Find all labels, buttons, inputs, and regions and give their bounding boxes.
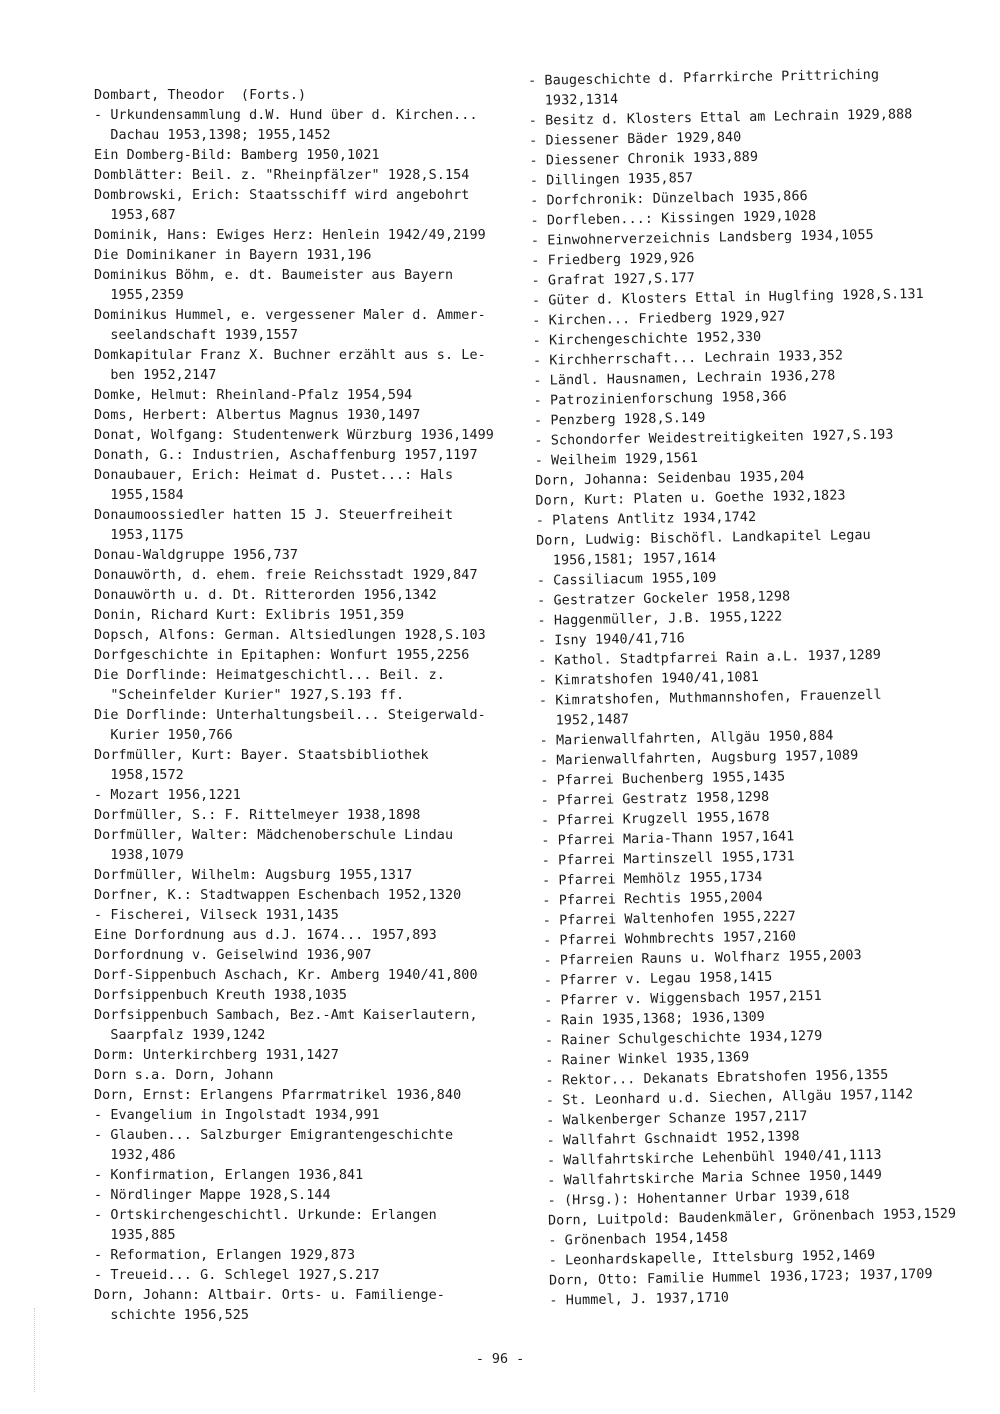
index-entry: - Fischerei, Vilseck 1931,1435 — [94, 908, 339, 923]
index-entry: - Baugeschichte d. Pfarrkirche Prittriching — [528, 67, 880, 89]
index-entry: Die Dominikaner in Bayern 1931,196 — [94, 248, 372, 263]
index-entry: - Evangelium in Ingolstadt 1934,991 — [94, 1108, 380, 1123]
index-entry: 1955,2359 — [94, 288, 184, 303]
index-entry: - Nördlinger Mappe 1928,S.144 — [94, 1188, 331, 1203]
index-entry: - Diessener Chronik 1933,889 — [529, 149, 759, 169]
index-entry: Dorn, Otto: Familie Hummel 1936,1723; 1937,1709 — [548, 1266, 933, 1289]
index-entry: Dorfgeschichte in Epitaphen: Wonfurt 1955,2256 — [94, 648, 470, 663]
index-entry: Donaumoossiedler hatten 15 J. Steuerfreiheit — [94, 508, 454, 523]
index-entry: - Besitz d. Klosters Ettal am Lechrain 1929,888 — [528, 107, 913, 129]
index-entry: - Grafrat 1927,S.177 — [531, 270, 696, 289]
index-entry: Donauwörth u. d. Dt. Ritterorden 1956,1342 — [94, 588, 437, 603]
index-entry: Dorfordnung v. Geiselwind 1936,907 — [94, 948, 372, 963]
index-entry: - Kimratshofen 1940/41,1081 — [538, 669, 760, 689]
index-entry: Doms, Herbert: Albertus Magnus 1930,1497 — [94, 408, 421, 423]
left-index-column — [94, 86, 514, 1326]
index-entry: - Konfirmation, Erlangen 1936,841 — [94, 1168, 364, 1183]
index-entry: - Pfarrei Gestratz 1958,1298 — [540, 789, 770, 809]
index-entry: Dorfmüller, Kurt: Bayer. Staatsbibliothek — [94, 748, 429, 763]
index-entry: Dorn, Ludwig: Bischöfl. Landkapitel Legau — [536, 527, 871, 549]
index-entry: - Haggenmüller, J.B. 1955,1222 — [537, 609, 783, 629]
index-entry: Dominikus Hummel, e. vergessener Maler d. Ammer- — [94, 308, 486, 323]
index-entry: 1953,1175 — [94, 528, 184, 543]
index-entry: - Güter d. Klosters Ettal in Huglfing 1928,S.131 — [531, 286, 924, 309]
index-entry: Donat, Wolfgang: Studentenwerk Würzburg 1936,1499 — [94, 428, 494, 443]
index-entry: Donath, G.: Industrien, Aschaffenburg 1957,1197 — [94, 448, 478, 463]
index-entry: - Weilheim 1929,1561 — [534, 450, 699, 469]
index-entry: 1932,486 — [94, 1148, 176, 1163]
index-entry: - Rain 1935,1368; 1936,1309 — [544, 1009, 766, 1029]
margin-scan-artifact — [34, 1308, 37, 1392]
index-entry: - Wallfahrtskirche Lehenbühl 1940/41,1113 — [546, 1147, 882, 1169]
index-entry: Kurier 1950,766 — [94, 728, 233, 743]
index-entry: 1956,1581; 1957,1614 — [536, 550, 717, 569]
index-entry: ben 1952,2147 — [94, 368, 217, 383]
index-entry: - Isny 1940/41,716 — [537, 631, 685, 649]
index-entry: Donauwörth, d. ehem. freie Reichsstadt 1929,847 — [94, 568, 478, 583]
index-entry: - Reformation, Erlangen 1929,873 — [94, 1248, 356, 1263]
index-entry: Ein Domberg-Bild: Bamberg 1950,1021 — [94, 148, 380, 163]
index-entry: - Grönenbach 1954,1458 — [548, 1230, 729, 1249]
index-entry: - Dorfchronik: Dünzelbach 1935,866 — [530, 188, 808, 209]
index-entry: - Pfarrei Maria-Thann 1957,1641 — [541, 829, 795, 849]
index-entry: - Rainer Schulgeschichte 1934,1279 — [544, 1028, 823, 1049]
index-entry: - Kirchengeschichte 1952,330 — [532, 329, 762, 349]
index-entry: - Pfarrer v. Wiggensbach 1957,2151 — [544, 988, 822, 1009]
index-entry: - Schondorfer Weidestreitigkeiten 1927,S.193 — [534, 427, 894, 449]
index-entry: - Kirchherrschaft... Lechrain 1933,352 — [532, 348, 844, 369]
index-entry: Donaubauer, Erich: Heimat d. Pustet...: Hals — [94, 468, 454, 483]
index-entry: Dorfmüller, S.: F. Rittelmeyer 1938,1898 — [94, 808, 421, 823]
index-entry: - Gestratzer Gockeler 1958,1298 — [537, 589, 791, 609]
index-entry: - Friedberg 1929,926 — [531, 250, 695, 269]
index-entry: - Pfarreien Rauns u. Wolfharz 1955,2003 — [543, 948, 862, 969]
index-entry: - Penzberg 1928,S.149 — [533, 410, 706, 429]
index-entry: - Glauben... Salzburger Emigrantengeschichte — [94, 1128, 454, 1143]
index-entry: - Hummel, J. 1937,1710 — [549, 1290, 730, 1309]
index-entry: - Leonhardskapelle, Ittelsburg 1952,1469 — [548, 1247, 876, 1269]
index-entry: - Dillingen 1935,857 — [529, 170, 694, 189]
index-entry: - Patrozinienforschung 1958,366 — [533, 389, 787, 409]
index-entry: - Pfarrer v. Legau 1958,1415 — [543, 969, 773, 989]
index-entry: 1935,885 — [94, 1228, 176, 1243]
index-entry: Dorn, Johann: Altbair. Orts- u. Familienge- — [94, 1288, 445, 1303]
index-entry: - Rektor... Dekanats Ebratshofen 1956,1355 — [545, 1067, 889, 1089]
index-entry: - Pfarrei Wohmbrechts 1957,2160 — [543, 929, 797, 949]
index-entry: Dorn, Johanna: Seidenbau 1935,204 — [535, 469, 805, 489]
index-entry: - Pfarrei Waltenhofen 1955,2227 — [542, 909, 796, 929]
index-entry: - Treueid... G. Schlegel 1927,S.217 — [94, 1268, 380, 1283]
index-entry: - Rainer Winkel 1935,1369 — [545, 1050, 750, 1069]
right-index-column — [520, 64, 1000, 1312]
index-entry: Eine Dorfordnung aus d.J. 1674... 1957,893 — [94, 928, 437, 943]
index-entry: Dombart, Theodor (Forts.) — [94, 88, 307, 103]
index-entry: - Walkenberger Schanze 1957,2117 — [546, 1109, 808, 1129]
index-entry: - Cassiliacum 1955,109 — [536, 570, 717, 589]
index-entry: - Platens Antlitz 1934,1742 — [535, 509, 757, 529]
index-entry: - Mozart 1956,1221 — [94, 788, 241, 803]
index-entry: Dorfmüller, Wilhelm: Augsburg 1955,1317 — [94, 868, 413, 883]
index-entry: - Ortskirchengeschichtl. Urkunde: Erlangen — [94, 1208, 437, 1223]
index-entry: Dorfsippenbuch Kreuth 1938,1035 — [94, 988, 348, 1003]
index-entry: Dorm: Unterkirchberg 1931,1427 — [94, 1048, 339, 1063]
index-entry: 1955,1584 — [94, 488, 184, 503]
index-entry: Domke, Helmut: Rheinland-Pfalz 1954,594 — [94, 388, 413, 403]
index-entry: - Urkundensammlung d.W. Hund über d. Kirchen... — [94, 108, 478, 123]
index-entry: 1952,1487 — [539, 712, 630, 729]
index-entry: Dorn, Luitpold: Baudenkmäler, Grönenbach 1953,1529 — [547, 1206, 957, 1229]
index-entry: Dominik, Hans: Ewiges Herz: Henlein 1942/49,2199 — [94, 228, 486, 243]
index-entry: - Pfarrei Memhölz 1955,1734 — [541, 869, 763, 889]
index-entry: Dopsch, Alfons: German. Altsiedlungen 1928,S.103 — [94, 628, 486, 643]
index-entry: - Wallfahrtskirche Maria Schnee 1950,1449 — [547, 1167, 883, 1189]
index-entry: Dombrowski, Erich: Staatsschiff wird angebohrt — [94, 188, 470, 203]
index-entry: - Kirchen... Friedberg 1929,927 — [532, 309, 786, 329]
index-entry: Donin, Richard Kurt: Exlibris 1951,359 — [94, 608, 405, 623]
index-entry: Dominikus Böhm, e. dt. Baumeister aus Bayern — [94, 268, 454, 283]
index-entry: - (Hrsg.): Hohentanner Urbar 1939,618 — [547, 1188, 850, 1209]
index-entry: Dorn, Kurt: Platen u. Goethe 1932,1823 — [535, 488, 846, 509]
index-entry: Die Dorflinde: Unterhaltungsbeil... Steigerwald- — [94, 708, 486, 723]
index-entry: Dorfmüller, Walter: Mädchenoberschule Lindau — [94, 828, 454, 843]
index-entry: Donau-Waldgruppe 1956,737 — [94, 548, 299, 563]
index-entry: Dorn, Ernst: Erlangens Pfarrmatrikel 1936,840 — [94, 1088, 462, 1103]
index-entry: Dorf-Sippenbuch Aschach, Kr. Amberg 1940/41,800 — [94, 968, 478, 983]
index-entry: - Kimratshofen, Muthmannshofen, Frauenzell — [538, 687, 882, 709]
index-entry: seelandschaft 1939,1557 — [94, 328, 299, 343]
index-entry: - Pfarrei Buchenberg 1955,1435 — [540, 769, 786, 789]
index-entry: Dorn s.a. Dorn, Johann — [94, 1068, 274, 1083]
index-entry: - Pfarrei Krugzell 1955,1678 — [540, 809, 770, 829]
index-entry: 1932,1314 — [528, 92, 619, 109]
index-entry: 1953,687 — [94, 208, 176, 223]
index-entry: - Diessener Bäder 1929,840 — [529, 130, 742, 149]
index-entry: - Einwohnerverzeichnis Landsberg 1934,1055 — [530, 227, 874, 249]
index-entry: Dorfner, K.: Stadtwappen Eschenbach 1952,1320 — [94, 888, 462, 903]
index-entry: - Marienwallfahrten, Allgäu 1950,884 — [539, 728, 834, 749]
index-entry: - Marienwallfahrten, Augsburg 1957,1089 — [539, 748, 859, 769]
index-entry: - St. Leonhard u.d. Siechen, Allgäu 1957,1142 — [545, 1087, 914, 1109]
index-entry: - Pfarrei Martinszell 1955,1731 — [541, 849, 795, 869]
index-entry: schichte 1956,525 — [94, 1308, 250, 1323]
index-entry: - Pfarrei Rechtis 1955,2004 — [542, 889, 763, 909]
index-entry: Saarpfalz 1939,1242 — [94, 1028, 266, 1043]
index-entry: Dorfsippenbuch Sambach, Bez.-Amt Kaiserlautern, — [94, 1008, 478, 1023]
index-entry: - Wallfahrt Gschnaidt 1952,1398 — [546, 1129, 800, 1149]
page-number: - 96 - — [475, 1352, 525, 1367]
index-entry: - Ländl. Hausnamen, Lechrain 1936,278 — [533, 368, 836, 389]
index-entry: Domblätter: Beil. z. "Rheinpfälzer" 1928,S.154 — [94, 168, 470, 183]
index-entry: 1938,1079 — [94, 848, 184, 863]
index-entry: Die Dorflinde: Heimatgeschichtl... Beil. z. — [94, 668, 445, 683]
index-entry: - Kathol. Stadtpfarrei Rain a.L. 1937,1289 — [538, 647, 882, 669]
index-entry: - Dorfleben...: Kissingen 1929,1028 — [530, 208, 817, 229]
index-entry: 1958,1572 — [94, 768, 184, 783]
index-entry: Domkapitular Franz X. Buchner erzählt aus s. Le- — [94, 348, 486, 363]
index-entry: Dachau 1953,1398; 1955,1452 — [94, 128, 331, 143]
index-entry: "Scheinfelder Kurier" 1927,S.193 ff. — [94, 688, 405, 703]
